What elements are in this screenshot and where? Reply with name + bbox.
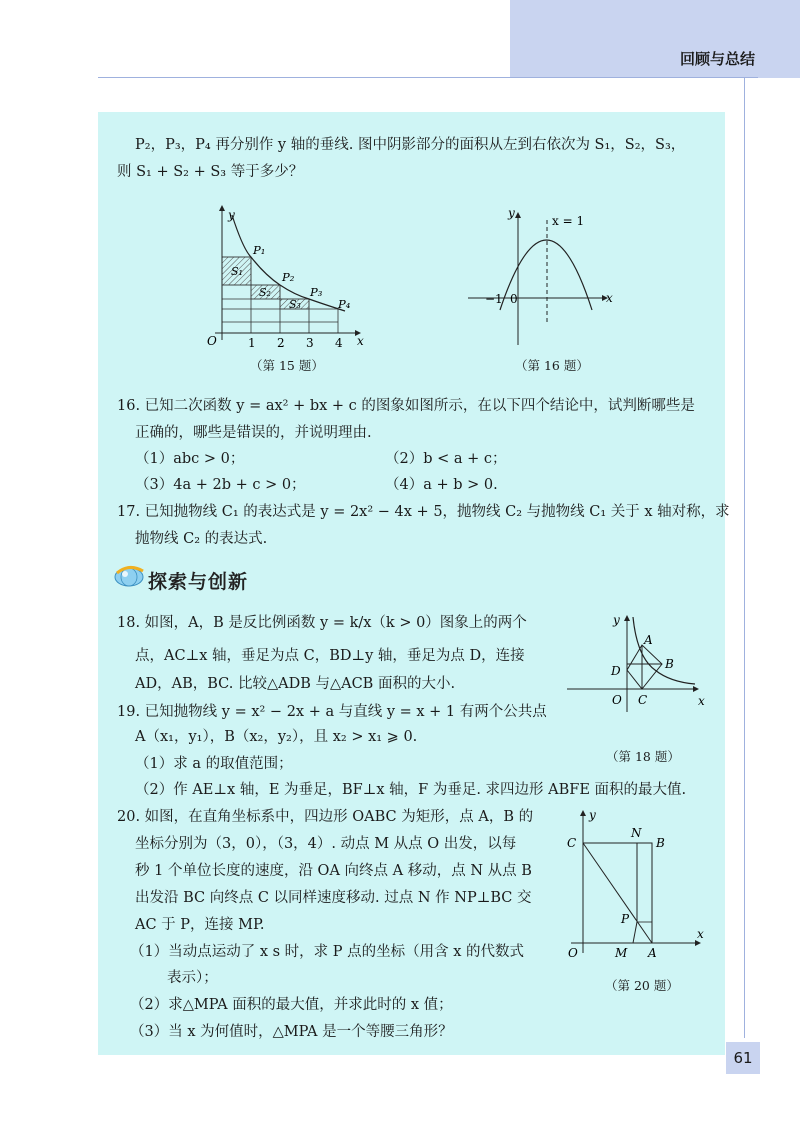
p20-sub-1-cont: 表示）； <box>167 970 218 986</box>
point-p3: P₃ <box>310 285 323 299</box>
point-p1: P₁ <box>253 243 266 257</box>
p20-sub-1: （1）当动点运动了 x s 时，求 P 点的坐标（用含 x 的代数式 <box>130 944 525 960</box>
p20-line-4: 出发沿 BC 向终点 C 以同样速度移动. 过点 N 作 NP⊥BC 交 <box>135 890 532 906</box>
p16-option-1: （1）abc > 0； <box>135 451 245 467</box>
intro-line-1: P₂，P₃，P₄ 再分别作 y 轴的垂线. 图中阴影部分的面积从左到右依次为 S₁，S₂，S₃， <box>135 137 686 153</box>
p16-line-1: 16. 已知二次函数 y = ax² + bx + c 的图象如图所示，在以下四个结论中，试判断哪些是 <box>117 398 695 414</box>
p19-line-1: 19. 已知抛物线 y = x² − 2x + a 与直线 y = x + 1 有两个公共点 <box>117 704 547 720</box>
x-label: x <box>697 927 704 941</box>
p16-line-2: 正确的，哪些是错误的，并说明理由. <box>135 425 372 441</box>
point-b: B <box>656 836 665 850</box>
p18-line-2: 点，AC⊥x 轴，垂足为点 C，BD⊥y 轴，垂足为点 D，连接 <box>135 648 525 664</box>
y-label: y <box>508 206 515 220</box>
origin-label: O <box>207 334 217 348</box>
p20-sub-2: （2）求△MPA 面积的最大值，并求此时的 x 值； <box>130 997 453 1013</box>
symmetry-label: x = 1 <box>552 214 585 228</box>
page-number: 61 <box>726 1042 760 1074</box>
point-p: P <box>621 912 630 926</box>
y-label: y <box>613 613 620 627</box>
point-m: M <box>615 946 628 960</box>
origin-label: O <box>568 946 578 960</box>
area-s3-label: S₃ <box>289 298 301 311</box>
point-c: C <box>638 693 648 707</box>
origin-label: O <box>612 693 622 707</box>
p16-option-3: （3）4a + 2b + c > 0； <box>135 477 306 493</box>
area-s1-label: S₁ <box>231 265 243 278</box>
p19-line-4: （2）作 AE⊥x 轴，E 为垂足，BF⊥x 轴，F 为垂足. 求四边形 ABFE 面积的最大值. <box>135 782 687 798</box>
p19-line-3: （1）求 a 的取值范围； <box>135 756 293 772</box>
x-label: x <box>357 334 364 348</box>
p20-sub-3: （3）当 x 为何值时，△MPA 是一个等腰三角形？ <box>130 1024 453 1040</box>
y-label: y <box>589 808 596 822</box>
p20-line-1: 20. 如图，在直角坐标系中，四边形 OABC 为矩形，点 A，B 的 <box>117 809 534 825</box>
tick-1: 1 <box>248 336 256 350</box>
figure-15 <box>195 205 375 355</box>
x-label: x <box>698 694 705 708</box>
p16-option-2: （2）b < a + c； <box>385 451 507 467</box>
tick-2: 2 <box>277 336 285 350</box>
intro-line-2: 则 S₁ + S₂ + S₃ 等于多少？ <box>117 164 304 180</box>
p16-option-4: （4）a + b > 0. <box>385 477 498 493</box>
point-c: C <box>567 836 577 850</box>
point-a: A <box>644 633 653 647</box>
point-d: D <box>611 664 621 678</box>
x-label: x <box>606 291 613 305</box>
side-divider <box>744 78 745 1038</box>
point-p4: P₄ <box>338 297 351 311</box>
p17-line-2: 抛物线 C₂ 的表达式. <box>135 531 268 547</box>
origin-label: 0 <box>510 292 518 306</box>
p17-line-1: 17. 已知抛物线 C₁ 的表达式是 y = 2x² − 4x + 5，抛物线 C₂ 与抛物线 C₁ 关于 x 轴对称，求 <box>117 504 730 520</box>
p18-line-1: 18. 如图，A，B 是反比例函数 y = k/x（k > 0）图象上的两个 <box>117 615 527 631</box>
caption-20: （第 20 题） <box>605 978 679 993</box>
point-p2: P₂ <box>282 270 295 284</box>
caption-16: （第 16 题） <box>515 358 589 373</box>
area-s2-label: S₂ <box>259 286 271 299</box>
caption-18: （第 18 题） <box>606 749 680 764</box>
diagonal-ac <box>583 843 652 943</box>
y-label: y <box>228 208 235 222</box>
segment-mp <box>633 922 637 943</box>
neg-tick-label: −1 <box>485 292 503 306</box>
figure-18 <box>565 612 715 722</box>
p20-line-5: AC 于 P，连接 MP. <box>135 917 265 933</box>
point-n: N <box>631 826 642 840</box>
figure-20 <box>563 805 713 970</box>
section-title: 探索与创新 <box>148 571 249 593</box>
tick-4: 4 <box>335 336 343 350</box>
p18-line-3: AD，AB，BC. 比较△ADB 与△ACB 面积的大小. <box>135 676 456 692</box>
figure-16 <box>460 205 630 350</box>
p20-line-3: 秒 1 个单位长度的速度，沿 OA 向终点 A 移动，点 N 从点 B <box>135 863 532 879</box>
header-band <box>510 0 800 78</box>
globe-icon <box>113 563 145 589</box>
caption-15: （第 15 题） <box>250 358 324 373</box>
header-title: 回顾与总结 <box>679 50 755 68</box>
p19-line-2: A（x₁，y₁），B（x₂，y₂），且 x₂ > x₁ ⩾ 0. <box>135 729 418 745</box>
p20-line-2: 坐标分别为（3，0），（3，4）. 动点 M 从点 O 出发，以每 <box>135 836 517 852</box>
tick-3: 3 <box>306 336 314 350</box>
point-a: A <box>648 946 657 960</box>
point-b: B <box>665 657 674 671</box>
header-divider <box>98 77 758 78</box>
